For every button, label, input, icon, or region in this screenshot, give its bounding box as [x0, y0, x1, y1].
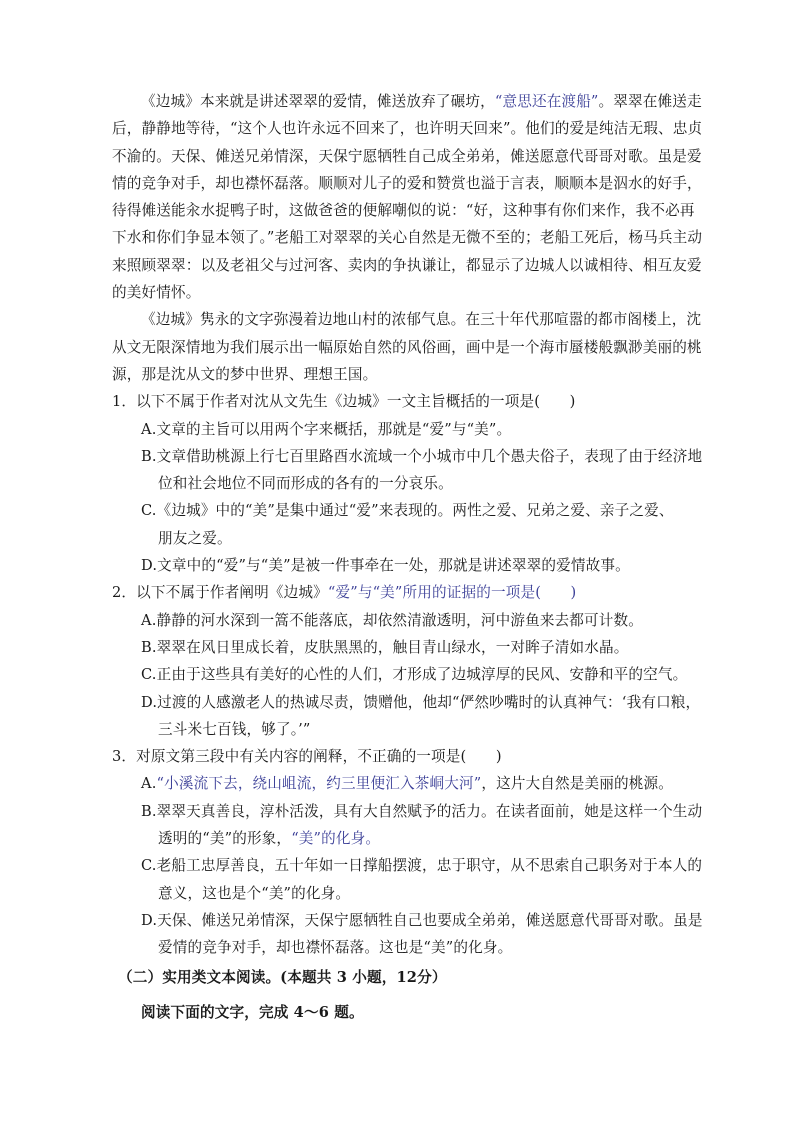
option-c-cont: 意义，这也是个“美”的化身。: [158, 884, 351, 902]
paragraph-beauty: [112, 306, 702, 388]
option-b: B.翠翠在风日里成长着，皮肤黑黑的，触目青山绿水，一对眸子清如水晶。: [141, 638, 629, 656]
text-line: 不渝的。天保、傩送兄弟情深，天保宁愿牺牲自己成全弟弟，傩送愿意代哥哥对歌。虽是爱: [112, 147, 702, 165]
option-b: B.文章借助桃源上行七百里路酉水流域一个小城市中几个愚夫俗子，表现了由于经济地: [141, 447, 703, 465]
question-2: [112, 579, 701, 743]
text-segment: ，这片大自然是美丽的桃源。: [481, 775, 673, 793]
text-line: 来照顾翠翠：以及老祖父与过河客、卖肉的争执谦让，都显示了边城人以诚相待、相互友爱: [112, 256, 702, 274]
option-d: D.过渡的人感激老人的热诚尽责，馈赠他，他却“俨然吵嘴时的认真神气：‘我有口粮，: [141, 693, 701, 711]
quote-text: “意思还在渡船”: [494, 93, 599, 110]
text-line: 后，静静地等待，“这个人也许永远不回来了，也许明天回来”。他们的爱是纯洁无瑕、忠贞: [112, 120, 703, 138]
section-heading: （二）实用类文本阅读。(本题共 3 小题，12分）: [118, 968, 447, 986]
option-a: [112, 770, 686, 797]
text-segment: 。翠翠在傩送走: [598, 93, 702, 110]
quote-text: “美”的化身。: [291, 830, 381, 848]
text-line: 《边城》隽永的文字弥漫着边地山村的浓郁气息。在三十年代那喧嚣的都市阁楼上，沈: [141, 311, 702, 329]
option-c-cont: 朋友之爱。: [158, 529, 232, 547]
question-3: [112, 743, 703, 961]
text-line: 待得傩送能汆水捉鸭子时，这做爸爸的便解嘲似的说：“好，这种事有你们来作，我不必再: [112, 202, 695, 220]
quote-text: “小溪流下去，绕山岨流，约三里便汇入茶峒大河”: [156, 775, 482, 793]
option-c: C.正由于这些具有美好的心性的人们，才形成了边城淳厚的民风、安静和平的空气。: [141, 666, 688, 684]
option-d-cont: 三斗米七百钱，够了。’”: [158, 720, 311, 738]
text-line: 源，那是沈从文的梦中世界、理想王国。: [112, 365, 378, 383]
option-letter: A.: [141, 775, 157, 793]
option-d-cont: 爱情的竞争对手，却也襟怀磊落。这也是“美”的化身。: [158, 939, 513, 957]
option-b-cont: 位和社会地位不同而形成的各有的一分哀乐。: [158, 475, 453, 493]
option-d: D.文章中的“爱”与“美”是被一件事牵在一处，那就是讲述翠翠的爱情故事。: [141, 557, 630, 575]
paragraph-love: [112, 88, 703, 306]
option-c: C.《边城》中的“美”是集中通过“爱”来表现的。两性之爱、兄弟之爱、亲子之爱、: [141, 502, 674, 520]
question-1: [112, 388, 703, 579]
question-stem: [112, 579, 686, 606]
question-stem: 3．对原文第三段中有关内容的阐释，不正确的一项是( ): [112, 748, 502, 766]
question-stem: 1．以下不属于作者对沈从文先生《边城》一文主旨概括的一项是( ): [112, 393, 576, 411]
option-b-cont: [112, 825, 686, 852]
option-b: B.翠翠天真善良，淳朴活泼，具有大自然赋予的活力。在读者面前，她是这样一个生动: [141, 802, 703, 820]
option-d: D.天保、傩送兄弟情深，天保宁愿牺牲自己也要成全弟弟，傩送愿意代哥哥对歌。虽是: [141, 911, 703, 929]
stem-quote: “爱”与“美”所用的证据的一项是( ): [327, 584, 577, 602]
stem-text: 2．以下不属于作者阐明《边城》: [112, 584, 328, 602]
text-line: 从文无限深情地为我们展示出一幅原始自然的风俗画，画中是一个海市蜃楼般飘渺美丽的桃: [112, 338, 702, 356]
text-line: 下水和你们争显本领了。”老船工对翠翠的关心自然是无微不至的；老船工死后，杨马兵主动: [112, 229, 703, 247]
option-a: A.文章的主旨可以用两个字来概括，那就是“爱”与“美”。: [141, 420, 512, 438]
text-line: 的美好情怀。: [112, 284, 201, 302]
text-segment: 《边城》本来就是讲述翠翠的爱情，傩送放弃了碾坊，: [141, 93, 495, 110]
document-page: [112, 88, 703, 1026]
section-instruction: 阅读下面的文字，完成 4～6 题。: [141, 1003, 364, 1021]
option-a: A.静静的河水深到一篙不能落底，却依然清澈透明，河中游鱼来去都可计数。: [141, 611, 644, 629]
text-line: [112, 88, 702, 115]
text-line: 情的竞争对手，却也襟怀磊落。顺顺对儿子的爱和赞赏也溢于言表，顺顺本是泅水的好手，: [112, 174, 702, 192]
text-segment: 透明的“美”的形象，: [158, 830, 292, 848]
option-c: C.老船工忠厚善良，五十年如一日撑船摆渡，忠于职守，从不思索自己职务对于本人的: [141, 857, 703, 875]
